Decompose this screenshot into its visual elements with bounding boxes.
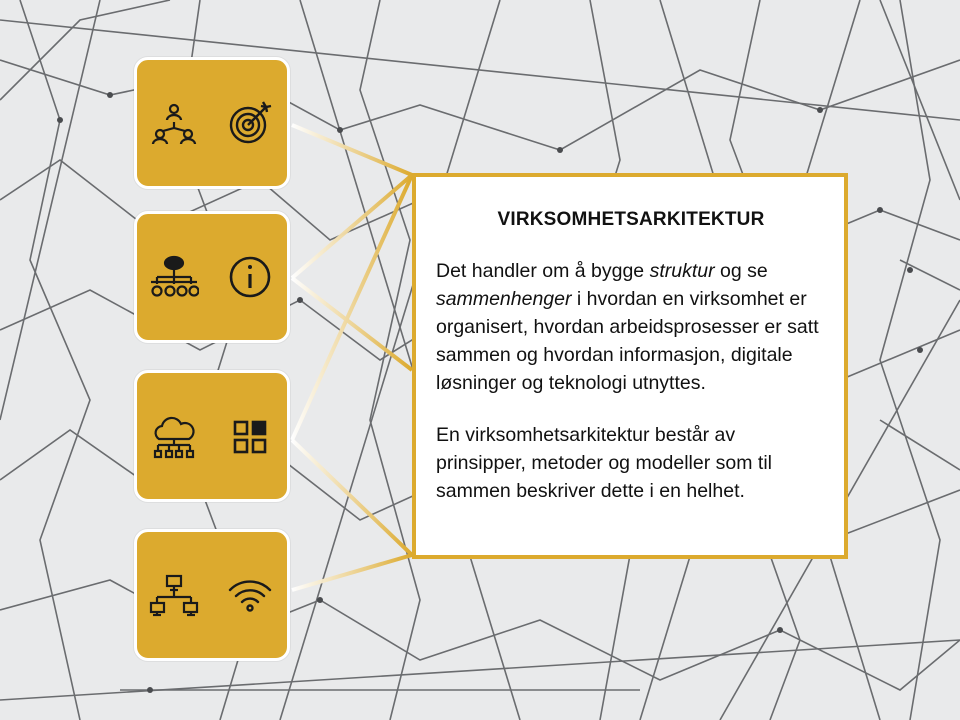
people-hierarchy-icon <box>149 98 199 148</box>
description-card <box>412 173 848 559</box>
tile-infrastructure[interactable] <box>134 529 290 661</box>
emphasis-sammenhenger: sammenhenger <box>436 288 572 310</box>
org-chart-icon <box>149 252 199 302</box>
apps-grid-icon <box>225 411 275 461</box>
tile-technology[interactable] <box>134 370 290 502</box>
target-icon <box>225 98 275 148</box>
tile-strategy[interactable] <box>134 57 290 189</box>
paragraph-1-text-a: Det handler om å bygge <box>436 260 650 282</box>
card-paragraph-2: En virksomhetsarkitektur består av prinsipper, metoder og modeller som til sammen beskriver dette i en helhet. <box>436 424 772 502</box>
card-paragraph-1 <box>436 257 826 397</box>
network-diagram-icon <box>149 570 199 620</box>
wifi-icon <box>225 570 275 620</box>
cloud-network-icon <box>149 411 199 461</box>
tile-organization[interactable] <box>134 211 290 343</box>
card-title: VIRKSOMHETSARKITEKTUR <box>497 209 765 230</box>
paragraph-1-text-b: og se <box>714 260 768 282</box>
emphasis-struktur: struktur <box>649 260 715 282</box>
info-icon <box>225 252 275 302</box>
paragraph-1-text-c: i hvordan en virksomhet er organisert, hvordan arbeidsprosesser er satt sammen og hvordan informasjon, digitale løsninger og teknologi utnyttes. <box>436 288 819 394</box>
